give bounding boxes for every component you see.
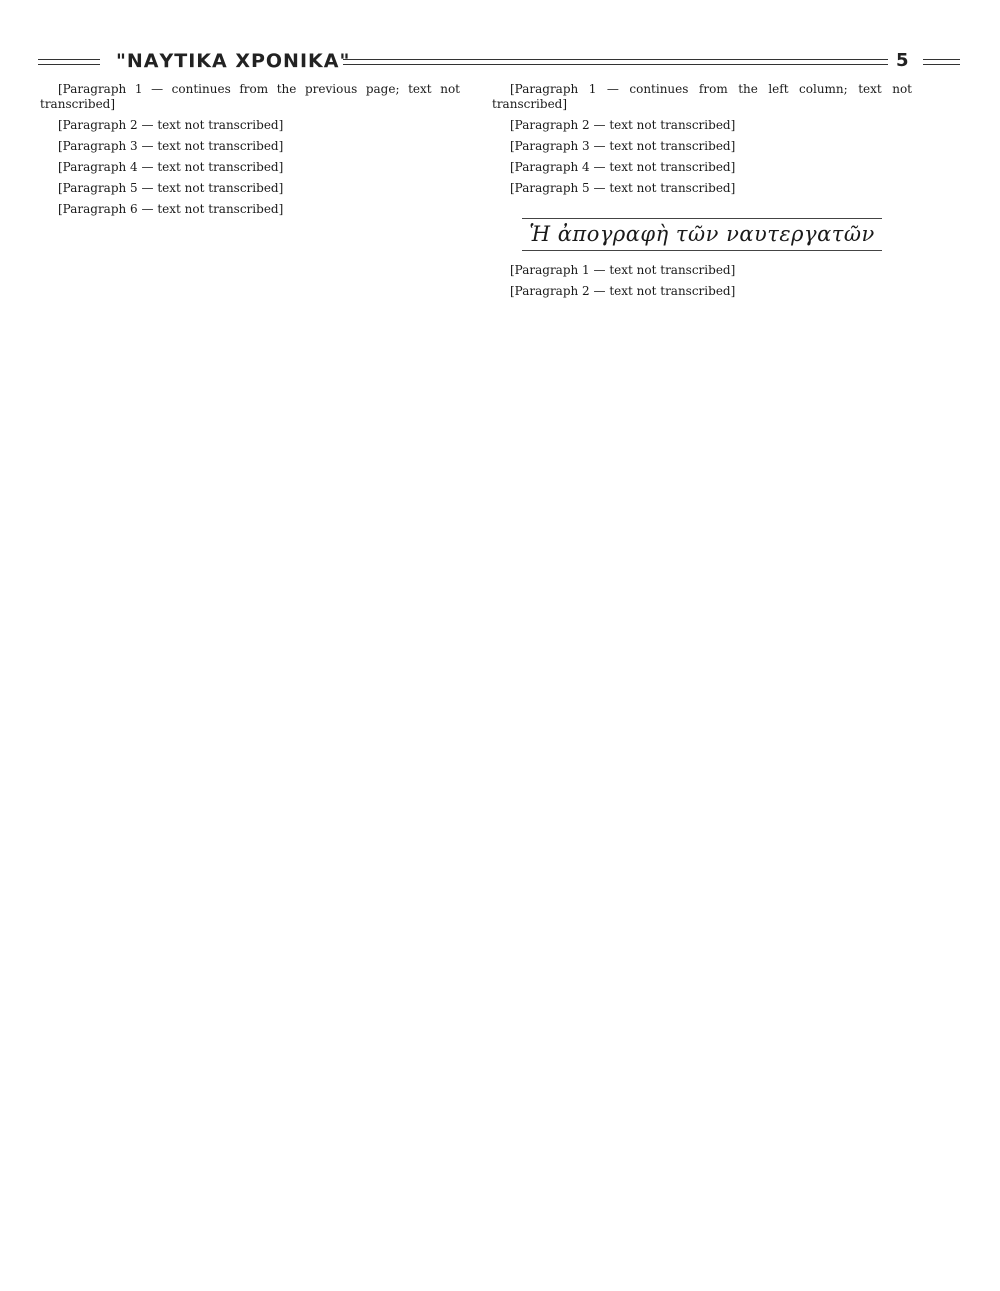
heading-rule xyxy=(522,250,882,251)
page-number: 5 xyxy=(896,50,909,71)
section-title: Ἡ ἀπογραφὴ τῶν ναυτεργατῶν xyxy=(529,222,875,246)
header-rule xyxy=(38,59,100,60)
paragraph: [Paragraph 2 — text not transcribed] xyxy=(510,118,736,132)
paragraph: [Paragraph 2 — text not transcribed] xyxy=(510,284,736,298)
paragraph: [Paragraph 4 — text not transcribed] xyxy=(58,160,284,174)
paragraph: [Paragraph 2 — text not transcribed] xyxy=(58,118,284,132)
header-rule xyxy=(343,59,888,60)
page-header xyxy=(38,50,960,76)
paragraph: [Paragraph 3 — text not transcribed] xyxy=(510,139,736,153)
header-rule xyxy=(343,64,888,65)
heading-rule xyxy=(522,218,882,219)
paragraph: [Paragraph 1 — continues from the previous page; text not transcribed] xyxy=(40,82,460,111)
paragraph: [Paragraph 1 — text not transcribed] xyxy=(510,263,736,277)
paragraph: [Paragraph 1 — continues from the left column; text not transcribed] xyxy=(492,82,912,111)
left-column xyxy=(40,82,460,1257)
right-column xyxy=(492,82,912,1257)
header-rule xyxy=(923,59,960,60)
section-heading xyxy=(492,218,912,251)
paragraph: [Paragraph 5 — text not transcribed] xyxy=(510,181,736,195)
paragraph: [Paragraph 5 — text not transcribed] xyxy=(58,181,284,195)
header-rule xyxy=(38,64,100,65)
journal-title: "ΝΑΥΤΙΚΑ ΧΡΟΝΙΚΑ" xyxy=(116,50,351,72)
paragraph: [Paragraph 6 — text not transcribed] xyxy=(58,202,284,216)
paragraph: [Paragraph 4 — text not transcribed] xyxy=(510,160,736,174)
paragraph: [Paragraph 3 — text not transcribed] xyxy=(58,139,284,153)
header-rule xyxy=(923,64,960,65)
